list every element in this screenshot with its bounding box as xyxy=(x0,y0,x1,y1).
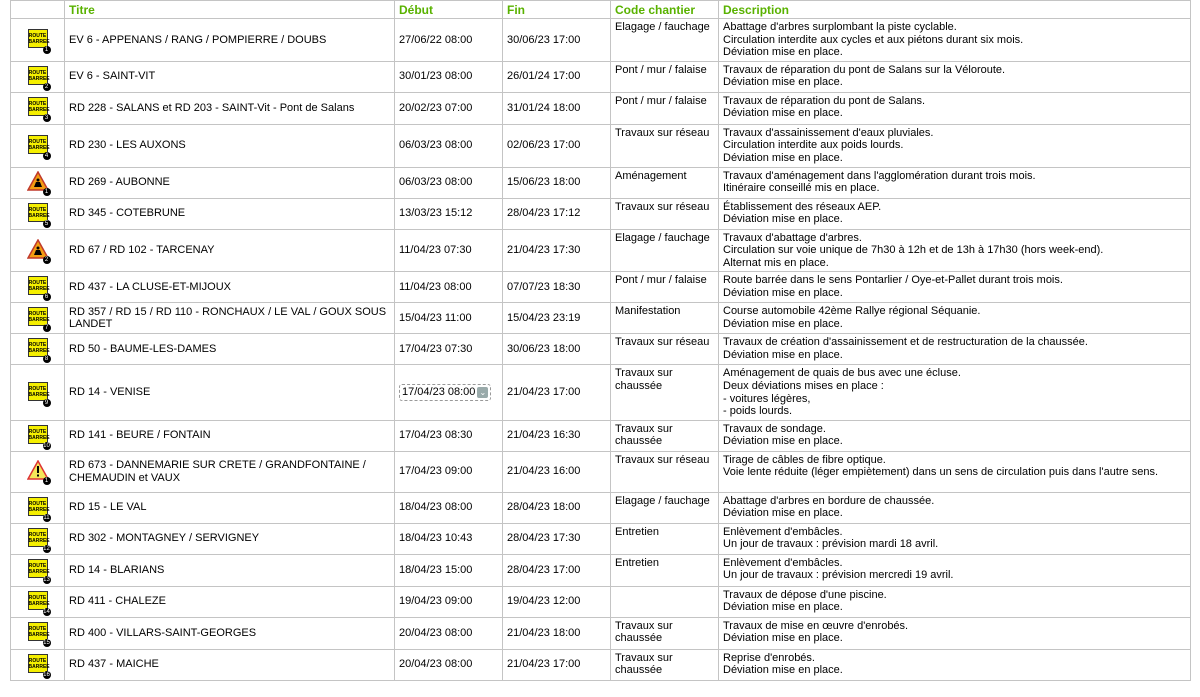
code-cell: Travaux sur réseau xyxy=(611,124,719,167)
fin-cell: 28/04/23 17:30 xyxy=(503,523,611,554)
table-row[interactable] xyxy=(11,61,1191,92)
route-barree-icon xyxy=(27,203,49,225)
debut-cell: 17/04/23 07:30 xyxy=(395,334,503,365)
icon-number: 15 xyxy=(43,640,50,647)
icon-number: 5 xyxy=(43,220,51,228)
table-row[interactable] xyxy=(11,167,1191,198)
debut-cell xyxy=(395,365,503,420)
debut-cell: 18/04/23 08:00 xyxy=(395,492,503,523)
header-description[interactable]: Description xyxy=(719,1,1191,19)
icon-number: 1 xyxy=(43,477,51,485)
fin-cell: 02/06/23 17:00 xyxy=(503,124,611,167)
icon-number: 11 xyxy=(43,514,50,521)
titre-cell: RD 345 - COTEBRUNE xyxy=(65,198,395,229)
route-barree-sign: ROUTE BARREE xyxy=(28,591,48,610)
debut-cell: 15/04/23 11:00 xyxy=(395,303,503,334)
description-line: Déviation mise en place. xyxy=(723,286,843,299)
debut-cell: 17/04/23 08:30 xyxy=(395,420,503,451)
description-cell xyxy=(719,92,1191,124)
description-cell xyxy=(719,334,1191,365)
description-line: Déviation mise en place. xyxy=(723,348,843,361)
description-line: Tirage de câbles de fibre optique. xyxy=(723,453,886,466)
code-cell: Travaux sur chaussée xyxy=(611,420,719,451)
titre-cell: RD 437 - LA CLUSE-ET-MIJOUX xyxy=(65,272,395,303)
code-cell: Pont / mur / falaise xyxy=(611,92,719,124)
fin-cell: 31/01/24 18:00 xyxy=(503,92,611,124)
description-cell xyxy=(719,586,1191,617)
fin-cell: 21/04/23 17:00 xyxy=(503,365,611,420)
icon-number: 12 xyxy=(43,545,50,552)
description-line: Déviation mise en place. xyxy=(723,76,843,89)
fin-cell: 21/04/23 17:00 xyxy=(503,649,611,680)
icon-cell xyxy=(11,451,65,492)
code-cell: Aménagement xyxy=(611,167,719,198)
table-row[interactable] xyxy=(11,19,1191,62)
titre-cell: RD 67 / RD 102 - TARCENAY xyxy=(65,229,395,272)
icon-cell xyxy=(11,617,65,649)
description-line: Déviation mise en place. xyxy=(723,664,843,677)
description-line: Déviation mise en place. xyxy=(723,151,843,164)
description-cell xyxy=(719,523,1191,554)
icon-cell xyxy=(11,365,65,420)
description-line: Reprise d'enrobés. xyxy=(723,651,815,664)
debut-cell: 27/06/22 08:00 xyxy=(395,19,503,62)
code-cell: Elagage / fauchage xyxy=(611,229,719,272)
table-row[interactable] xyxy=(11,334,1191,365)
route-barree-icon xyxy=(27,425,49,447)
route-barree-icon xyxy=(27,338,50,363)
icon-number: 3 xyxy=(43,114,51,122)
code-cell: Elagage / fauchage xyxy=(611,492,719,523)
description-cell xyxy=(719,229,1191,272)
fin-cell: 15/06/23 18:00 xyxy=(503,167,611,198)
icon-cell xyxy=(11,229,65,272)
table-row[interactable] xyxy=(11,554,1191,586)
description-line: Deux déviations mises en place : xyxy=(723,379,884,392)
description-line: - poids lourds. xyxy=(723,405,793,418)
fin-cell: 19/04/23 12:00 xyxy=(503,586,611,617)
fin-cell: 26/01/24 17:00 xyxy=(503,61,611,92)
description-line: Enlèvement d'embâcles. xyxy=(723,556,843,569)
description-line: Travaux de dépose d'une piscine. xyxy=(723,588,887,601)
description-cell xyxy=(719,365,1191,420)
description-cell xyxy=(719,272,1191,303)
fin-cell: 28/04/23 17:00 xyxy=(503,554,611,586)
route-barree-icon xyxy=(27,135,49,157)
table-row[interactable] xyxy=(11,523,1191,554)
titre-cell: RD 15 - LE VAL xyxy=(65,492,395,523)
description-line: Déviation mise en place. xyxy=(723,601,843,614)
debut-dropdown[interactable] xyxy=(399,384,491,401)
icon-cell xyxy=(11,649,65,680)
titre-cell: RD 437 - MAICHE xyxy=(65,649,395,680)
description-line: Travaux de création d'assainissement et de restructuration de la chaussée. xyxy=(723,336,1088,349)
titre-cell: RD 14 - BLARIANS xyxy=(65,554,395,586)
icon-number: 2 xyxy=(43,83,51,91)
icon-number: 10 xyxy=(43,442,50,449)
route-barree-icon xyxy=(27,382,49,404)
icon-cell xyxy=(11,303,65,334)
titre-cell: EV 6 - SAINT-VIT xyxy=(65,61,395,92)
debut-cell: 06/03/23 08:00 xyxy=(395,167,503,198)
table-row[interactable] xyxy=(11,649,1191,680)
description-line: Travaux d'assainissement d'eaux pluviales. xyxy=(723,126,934,139)
route-barree-icon xyxy=(27,654,49,676)
description-line: Travaux de sondage. xyxy=(723,422,826,435)
titre-cell: RD 230 - LES AUXONS xyxy=(65,124,395,167)
description-cell xyxy=(719,198,1191,229)
icon-cell xyxy=(11,334,65,365)
fin-cell: 21/04/23 18:00 xyxy=(503,617,611,649)
debut-cell: 11/04/23 08:00 xyxy=(395,272,503,303)
code-cell: Entretien xyxy=(611,523,719,554)
description-line: Alternat mis en place. xyxy=(723,256,829,269)
closures-table xyxy=(10,0,1191,681)
fin-cell: 30/06/23 18:00 xyxy=(503,334,611,365)
description-line: Établissement des réseaux AEP. xyxy=(723,200,882,213)
icon-number: 8 xyxy=(43,355,51,363)
fin-cell: 21/04/23 16:00 xyxy=(503,451,611,492)
code-cell xyxy=(611,586,719,617)
table-body xyxy=(11,19,1191,681)
table-row[interactable] xyxy=(11,492,1191,523)
route-barree-icon xyxy=(27,307,50,332)
route-barree-icon xyxy=(27,97,50,122)
route-barree-sign: ROUTE BARREE xyxy=(28,97,48,116)
route-barree-sign: ROUTE BARREE xyxy=(28,382,48,401)
table-row[interactable] xyxy=(11,272,1191,303)
route-barree-icon xyxy=(27,29,49,51)
icon-cell xyxy=(11,523,65,554)
table-row[interactable] xyxy=(11,229,1191,272)
description-line: Déviation mise en place. xyxy=(723,107,843,120)
code-cell: Travaux sur chaussée xyxy=(611,365,719,420)
fin-cell: 07/07/23 18:30 xyxy=(503,272,611,303)
icon-number: 4 xyxy=(43,152,51,160)
code-cell: Entretien xyxy=(611,554,719,586)
description-line: Course automobile 42ème Rallye régional Séquanie. xyxy=(723,305,981,318)
table-row[interactable] xyxy=(11,365,1191,420)
icon-number: 7 xyxy=(43,324,51,332)
route-barree-sign: ROUTE BARREE xyxy=(28,276,48,295)
titre-cell: RD 14 - VENISE xyxy=(65,365,395,420)
icon-cell xyxy=(11,167,65,198)
route-barree-sign: ROUTE BARREE xyxy=(28,528,48,547)
titre-cell: RD 357 / RD 15 / RD 110 - RONCHAUX / LE VAL / GOUX SOUS LANDET xyxy=(65,303,395,334)
fin-cell: 15/04/23 23:19 xyxy=(503,303,611,334)
description-line: Circulation interdite aux cycles et aux piétons durant six mois. xyxy=(723,33,1024,46)
description-cell xyxy=(719,19,1191,62)
route-barree-sign: ROUTE BARREE xyxy=(28,29,48,48)
debut-cell: 18/04/23 10:43 xyxy=(395,523,503,554)
description-line: Voie lente réduite (léger empiètement) dans un sens de circulation puis dans l'autre sens. xyxy=(723,466,1159,479)
route-barree-sign: ROUTE BARREE xyxy=(28,497,48,516)
icon-cell xyxy=(11,61,65,92)
description-line: Travaux de réparation du pont de Salans. xyxy=(723,94,926,107)
titre-cell: RD 50 - BAUME-LES-DAMES xyxy=(65,334,395,365)
route-barree-sign: ROUTE BARREE xyxy=(28,135,48,154)
route-barree-icon xyxy=(27,559,50,584)
icon-number: 16 xyxy=(43,671,50,678)
icon-number: 1 xyxy=(43,46,51,54)
header-icon xyxy=(11,1,65,19)
table-row[interactable] xyxy=(11,303,1191,334)
icon-cell xyxy=(11,272,65,303)
titre-cell: RD 400 - VILLARS-SAINT-GEORGES xyxy=(65,617,395,649)
description-cell xyxy=(719,167,1191,198)
icon-number: 1 xyxy=(43,188,51,196)
debut-cell: 20/04/23 08:00 xyxy=(395,649,503,680)
description-line: Aménagement de quais de bus avec une écluse. xyxy=(723,367,961,380)
description-line: Déviation mise en place. xyxy=(723,632,843,645)
table-row[interactable] xyxy=(11,617,1191,649)
route-barree-sign: ROUTE BARREE xyxy=(28,654,48,673)
description-line: Travaux de réparation du pont de Salans sur la Véloroute. xyxy=(723,63,1006,76)
icon-number: 2 xyxy=(43,256,51,264)
code-cell: Manifestation xyxy=(611,303,719,334)
titre-cell: RD 228 - SALANS et RD 203 - SAINT-Vit - Pont de Salans xyxy=(65,92,395,124)
description-line: Déviation mise en place. xyxy=(723,435,843,448)
icon-cell xyxy=(11,492,65,523)
description-cell xyxy=(719,451,1191,492)
icon-cell xyxy=(11,586,65,617)
description-line: Abattage d'arbres surplombant la piste cyclable. xyxy=(723,21,957,33)
titre-cell: RD 673 - DANNEMARIE SUR CRETE / GRANDFONTAINE / CHEMAUDIN et VAUX xyxy=(65,451,395,492)
code-cell: Travaux sur réseau xyxy=(611,451,719,492)
titre-cell: RD 302 - MONTAGNEY / SERVIGNEY xyxy=(65,523,395,554)
header-fin[interactable]: Fin xyxy=(503,1,611,19)
description-line: - voitures légères, xyxy=(723,392,811,405)
description-line: Enlèvement d'embâcles. xyxy=(723,525,843,538)
description-cell xyxy=(719,492,1191,523)
description-cell xyxy=(719,303,1191,334)
icon-cell xyxy=(11,19,65,62)
code-cell: Travaux sur chaussée xyxy=(611,649,719,680)
description-line: Travaux de mise en œuvre d'enrobés. xyxy=(723,619,909,632)
route-barree-icon xyxy=(27,66,49,88)
route-barree-icon xyxy=(27,497,49,519)
table-row[interactable] xyxy=(11,92,1191,124)
table-row[interactable] xyxy=(11,198,1191,229)
route-barree-sign: ROUTE BARREE xyxy=(28,307,48,326)
description-line: Circulation interdite aux poids lourds. xyxy=(723,139,904,152)
code-cell: Travaux sur réseau xyxy=(611,198,719,229)
header-debut[interactable]: Début xyxy=(395,1,503,19)
route-barree-icon xyxy=(27,528,49,550)
description-line: Circulation sur voie unique de 7h30 à 12h et de 13h à 17h30 (hors week-end). xyxy=(723,244,1104,257)
code-cell: Travaux sur réseau xyxy=(611,334,719,365)
icon-number: 6 xyxy=(43,293,51,301)
code-cell: Travaux sur chaussée xyxy=(611,617,719,649)
description-line: Itinéraire conseillé mis en place. xyxy=(723,182,880,195)
debut-cell: 20/02/23 07:00 xyxy=(395,92,503,124)
route-barree-icon xyxy=(27,276,50,301)
icon-cell xyxy=(11,124,65,167)
code-cell: Pont / mur / falaise xyxy=(611,61,719,92)
route-barree-sign: ROUTE BARREE xyxy=(28,203,48,222)
description-cell xyxy=(719,420,1191,451)
debut-cell: 19/04/23 09:00 xyxy=(395,586,503,617)
description-cell xyxy=(719,554,1191,586)
titre-cell: RD 269 - AUBONNE xyxy=(65,167,395,198)
icon-number: 13 xyxy=(43,577,50,584)
debut-cell: 17/04/23 09:00 xyxy=(395,451,503,492)
route-barree-sign: ROUTE BARREE xyxy=(28,559,48,578)
route-barree-sign: ROUTE BARREE xyxy=(28,66,48,85)
icon-cell xyxy=(11,554,65,586)
description-cell xyxy=(719,61,1191,92)
table-row[interactable] xyxy=(11,586,1191,617)
icon-cell xyxy=(11,420,65,451)
table-row[interactable] xyxy=(11,451,1191,492)
debut-cell: 06/03/23 08:00 xyxy=(395,124,503,167)
chevron-down-icon[interactable]: ⌄ xyxy=(477,387,488,398)
route-barree-sign: ROUTE BARREE xyxy=(28,425,48,444)
fin-cell: 28/04/23 18:00 xyxy=(503,492,611,523)
fin-cell: 21/04/23 16:30 xyxy=(503,420,611,451)
debut-cell: 18/04/23 15:00 xyxy=(395,554,503,586)
header-code[interactable]: Code chantier xyxy=(611,1,719,19)
debut-cell: 13/03/23 15:12 xyxy=(395,198,503,229)
description-line: Abattage d'arbres en bordure de chaussée. xyxy=(723,494,935,507)
description-cell xyxy=(719,617,1191,649)
description-line: Déviation mise en place. xyxy=(723,507,843,520)
route-barree-sign: ROUTE BARREE xyxy=(28,622,48,641)
description-line: Travaux d'abattage d'arbres. xyxy=(723,231,862,244)
icon-number: 14 xyxy=(43,608,50,615)
debut-value: 17/04/23 08:00 xyxy=(402,386,476,399)
description-cell xyxy=(719,124,1191,167)
description-line: Déviation mise en place. xyxy=(723,317,843,330)
roadworks-icon xyxy=(27,239,49,261)
description-line: Déviation mise en place. xyxy=(723,46,843,59)
route-barree-sign: ROUTE BARREE xyxy=(28,338,48,357)
description-line: Déviation mise en place. xyxy=(723,213,843,226)
titre-cell: RD 141 - BEURE / FONTAIN xyxy=(65,420,395,451)
roadworks-icon xyxy=(27,171,49,193)
fin-cell: 21/04/23 17:30 xyxy=(503,229,611,272)
warning-icon xyxy=(27,460,49,482)
table-row[interactable] xyxy=(11,420,1191,451)
debut-cell: 20/04/23 08:00 xyxy=(395,617,503,649)
route-barree-icon xyxy=(27,622,50,647)
fin-cell: 30/06/23 17:00 xyxy=(503,19,611,62)
table-row[interactable] xyxy=(11,124,1191,167)
titre-cell: RD 411 - CHALEZE xyxy=(65,586,395,617)
debut-cell: 11/04/23 07:30 xyxy=(395,229,503,272)
route-barree-icon xyxy=(27,591,49,613)
icon-cell xyxy=(11,92,65,124)
description-line: Un jour de travaux : prévision mardi 18 avril. xyxy=(723,538,939,551)
icon-number: 9 xyxy=(43,399,51,407)
description-line: Travaux d'aménagement dans l'agglomération durant trois mois. xyxy=(723,169,1036,182)
description-cell xyxy=(719,649,1191,680)
code-cell: Elagage / fauchage xyxy=(611,19,719,62)
table-header xyxy=(11,1,1191,19)
description-line: Route barrée dans le sens Pontarlier / Oye-et-Pallet durant trois mois. xyxy=(723,274,1063,287)
icon-cell xyxy=(11,198,65,229)
description-line: Un jour de travaux : prévision mercredi 19 avril. xyxy=(723,569,954,582)
fin-cell: 28/04/23 17:12 xyxy=(503,198,611,229)
header-titre[interactable]: Titre xyxy=(65,1,395,19)
code-cell: Pont / mur / falaise xyxy=(611,272,719,303)
titre-cell: EV 6 - APPENANS / RANG / POMPIERRE / DOUBS xyxy=(65,19,395,62)
debut-cell: 30/01/23 08:00 xyxy=(395,61,503,92)
